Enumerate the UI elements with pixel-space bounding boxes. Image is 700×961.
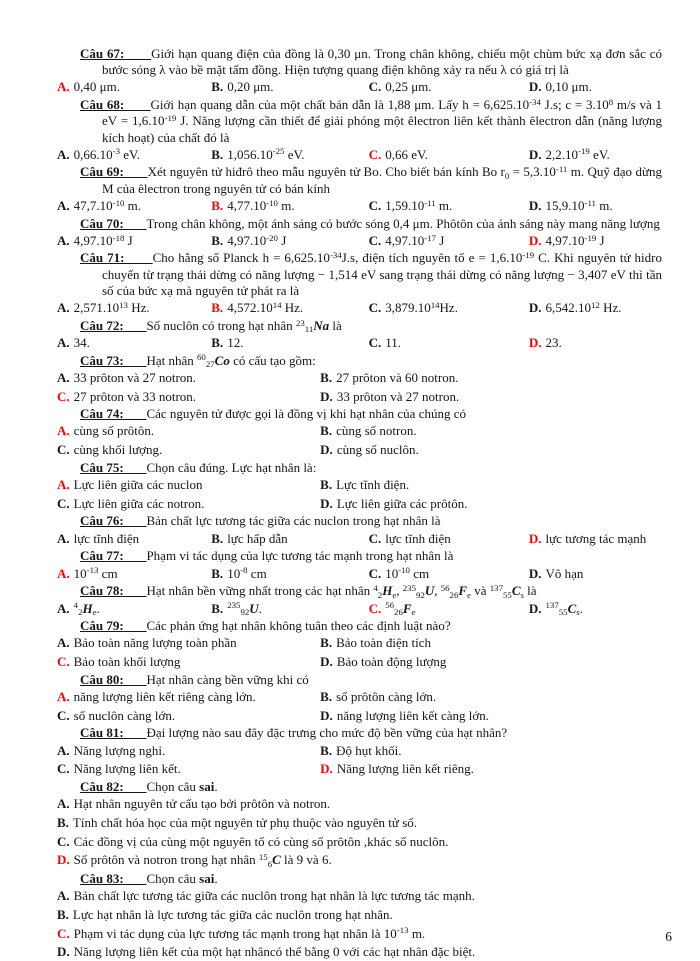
question-text: Giới hạn quang dẫn của một chất bán dẫn là 1,88 μm. Lấy $h = 6,625.10^{-34}$ J.s; $c = 3.10^8$ m/s và 1 eV = $1,6.10^{-19}$ J. Năng lượng cần thiết để giải phóng một êlectron liên kết thành êlectron dẫn (năng lượng kích hoạt) của chất đó là bbox=[102, 96, 662, 145]
question-text: Giới hạn quang điện của đồng là 0,30 μn. Trong chân không, chiếu một chùm bức xạ đơn sắc có bước sóng λ vào bề mặt tấm đồng. Hiện tượng quang điện không xảy ra nếu λ có giá trị là bbox=[102, 46, 662, 78]
question-text: Các nguyên tử được gọi là đồng vị khi hạt nhân của chúng có bbox=[146, 406, 466, 422]
option-text: $^{137}_{55}C_s$. bbox=[545, 600, 583, 617]
option-A bbox=[57, 147, 211, 163]
option-text: $^{235}_{92}$U. bbox=[227, 600, 262, 617]
question-block bbox=[57, 548, 662, 581]
option-letter: B. bbox=[211, 300, 224, 316]
option-letter: D. bbox=[528, 334, 542, 350]
option-text: $47,7.10^{-10}$ m. bbox=[73, 197, 142, 213]
option-A bbox=[57, 370, 320, 386]
question-label: Câu 67: bbox=[80, 46, 125, 61]
option-letter: B. bbox=[320, 423, 333, 439]
option-letter: B. bbox=[211, 79, 224, 95]
option-C bbox=[57, 389, 320, 405]
question-block bbox=[57, 46, 662, 96]
option-letter: C. bbox=[368, 530, 382, 546]
option-letter: B. bbox=[211, 600, 224, 616]
option-text: $4,97.10^{-18}$ J bbox=[73, 232, 133, 248]
question-text: Đại lượng nào sau đây đặc trưng cho mức độ bền vững của hạt nhân? bbox=[146, 725, 508, 741]
option-letter: A. bbox=[57, 300, 70, 316]
question-block bbox=[57, 779, 662, 869]
option-C bbox=[369, 335, 529, 351]
option-letter: A. bbox=[57, 369, 70, 385]
question-block bbox=[57, 583, 662, 616]
options-grid bbox=[57, 743, 662, 778]
question-paragraph bbox=[80, 672, 662, 688]
question-label: Câu 77: bbox=[80, 548, 124, 564]
option-text: cùng số nuclôn. bbox=[336, 442, 419, 458]
question-label: Câu 80: bbox=[80, 671, 124, 687]
option-D bbox=[320, 761, 662, 777]
option-text: 33 prôton và 27 notron. bbox=[336, 388, 460, 404]
option-letter: C. bbox=[368, 197, 382, 213]
option-D bbox=[529, 233, 662, 249]
option-text: Bản chất lực tương tác giữa các nuclôn trong hạt nhân là lực tương tác mạnh. bbox=[73, 888, 475, 904]
option-text: 12. bbox=[227, 334, 244, 350]
question-paragraph bbox=[80, 164, 662, 196]
option-text: 6,542.10$^{12}$ Hz. bbox=[545, 299, 622, 316]
option-text: Phạm vi tác dụng của lực tương tác mạnh trong hạt nhân là $10^{-13}$ m. bbox=[73, 925, 426, 941]
option-text: Bảo toàn năng lượng toàn phần bbox=[73, 635, 237, 651]
option-C bbox=[57, 761, 320, 777]
option-letter: A. bbox=[57, 565, 70, 581]
option-text: 27 prôton và 33 notron. bbox=[73, 388, 197, 404]
option-text: Bảo toàn khối lượng bbox=[73, 654, 181, 670]
option-text: Lực hạt nhân là lực tương tác giữa các nuclôn trong hạt nhân. bbox=[72, 906, 393, 922]
question-paragraph bbox=[80, 460, 662, 476]
question-block bbox=[57, 460, 662, 512]
question-list bbox=[57, 46, 662, 961]
option-text: Các đồng vị của cùng một nguyên tố có cùng số prôtôn ,khác số nuclôn. bbox=[73, 833, 449, 849]
question-text: Phạm vi tác dụng của lực tương tác mạnh trong hạt nhân là bbox=[146, 548, 454, 564]
option-C bbox=[369, 531, 529, 547]
question-label: Câu 71: bbox=[80, 250, 125, 266]
question-label: Câu 68: bbox=[80, 97, 125, 113]
option-text: cùng số notron. bbox=[336, 423, 417, 439]
option-A bbox=[57, 423, 320, 439]
option-letter: D. bbox=[528, 79, 542, 95]
question-label: Câu 69: bbox=[80, 164, 124, 180]
options-grid bbox=[57, 477, 662, 512]
option-text: 0,20 μm. bbox=[227, 79, 274, 95]
option-text: 34. bbox=[73, 334, 90, 350]
option-text: 0,25 μm. bbox=[385, 79, 432, 95]
question-paragraph bbox=[80, 250, 662, 299]
option-text: $4,97.10^{-17}$ J bbox=[385, 232, 445, 248]
options-grid bbox=[57, 233, 662, 249]
option-text: Năng lượng liên kết riêng. bbox=[336, 761, 474, 777]
option-text: $10^{-10}$ cm bbox=[385, 565, 430, 581]
option-D bbox=[320, 708, 662, 724]
question-text: Chọn câu sai. bbox=[146, 779, 218, 795]
option-B bbox=[211, 300, 368, 316]
option-D bbox=[320, 442, 662, 458]
option-letter: C. bbox=[368, 146, 382, 162]
option-text: Vô hạn bbox=[545, 565, 584, 581]
option-C bbox=[369, 79, 529, 95]
option-text: $4,77.10^{-10}$ m. bbox=[227, 197, 295, 213]
option-letter: D. bbox=[528, 565, 542, 581]
question-paragraph bbox=[80, 548, 662, 564]
question-paragraph bbox=[80, 318, 662, 334]
option-text: Lực liên giữa các nuclon bbox=[73, 477, 203, 493]
option-letter: B. bbox=[320, 477, 333, 493]
option-letter: B. bbox=[320, 635, 333, 651]
option-text: Lực liên giữa các notron. bbox=[73, 495, 205, 511]
option-text: 3,879.10$^{14}$Hz. bbox=[385, 299, 458, 316]
option-letter: B. bbox=[57, 814, 69, 830]
option-letter: C. bbox=[57, 388, 70, 404]
question-block bbox=[57, 318, 662, 351]
option-letter: C. bbox=[57, 707, 70, 723]
options-grid bbox=[57, 566, 662, 582]
option-text: $1,056.10^{-25}$ eV. bbox=[227, 146, 305, 162]
option-D bbox=[57, 852, 662, 868]
question-text: Số nuclôn có trong hạt nhân $^{23}_{11}$Na là bbox=[146, 317, 342, 335]
option-text: Năng lượng liên kết. bbox=[73, 761, 181, 777]
option-text: $4,97.10^{-20}$ J bbox=[227, 232, 287, 248]
option-letter: B. bbox=[211, 197, 224, 213]
option-letter: D. bbox=[320, 654, 333, 670]
question-text: Chọn câu sai. bbox=[146, 871, 218, 887]
option-text: số prôtôn càng lớn. bbox=[336, 689, 437, 705]
question-block bbox=[57, 216, 662, 249]
option-letter: C. bbox=[368, 334, 382, 350]
option-text: Năng lượng nghỉ. bbox=[73, 742, 166, 758]
question-label: Câu 70: bbox=[80, 215, 124, 231]
option-letter: C. bbox=[368, 600, 382, 616]
option-C bbox=[57, 926, 662, 942]
option-A bbox=[57, 531, 211, 547]
option-letter: A. bbox=[57, 197, 70, 213]
question-label: Câu 74: bbox=[80, 406, 124, 422]
question-paragraph bbox=[80, 406, 662, 422]
option-letter: B. bbox=[211, 530, 224, 546]
option-letter: B. bbox=[211, 146, 224, 162]
options-grid bbox=[57, 601, 662, 617]
question-block bbox=[57, 406, 662, 458]
options-grid bbox=[57, 300, 662, 316]
option-A bbox=[57, 335, 211, 351]
option-letter: D. bbox=[320, 442, 333, 458]
question-paragraph bbox=[80, 871, 662, 887]
option-text: Lực tĩnh điện. bbox=[336, 477, 410, 493]
option-text: $10^{-13}$ cm bbox=[73, 565, 118, 581]
option-letter: B. bbox=[57, 906, 69, 922]
option-A bbox=[57, 888, 662, 904]
option-C bbox=[57, 442, 320, 458]
option-letter: A. bbox=[57, 79, 70, 95]
option-text: $15,9.10^{-11}$ m. bbox=[545, 197, 613, 213]
option-text: 11. bbox=[385, 334, 401, 350]
option-A bbox=[57, 796, 662, 812]
option-text: 4,572.10$^{14}$ Hz. bbox=[227, 299, 304, 316]
option-B bbox=[320, 370, 662, 386]
option-B bbox=[320, 635, 662, 651]
question-block bbox=[57, 353, 662, 405]
option-A bbox=[57, 300, 211, 316]
question-block bbox=[57, 513, 662, 546]
option-D bbox=[529, 531, 662, 547]
question-text: Các phản ứng hạt nhân không tuân theo các định luật nào? bbox=[146, 618, 451, 634]
option-letter: D. bbox=[528, 146, 542, 162]
option-text: Bảo toàn điện tích bbox=[336, 635, 432, 651]
question-block bbox=[57, 618, 662, 670]
question-block bbox=[57, 250, 662, 316]
option-C bbox=[369, 601, 529, 617]
option-B bbox=[211, 601, 368, 617]
question-label: Câu 79: bbox=[80, 618, 124, 634]
option-C bbox=[369, 566, 529, 582]
option-letter: C. bbox=[57, 654, 70, 670]
option-letter: B. bbox=[320, 369, 333, 385]
option-letter: C. bbox=[57, 442, 70, 458]
options-grid bbox=[57, 635, 662, 670]
question-paragraph bbox=[80, 583, 662, 599]
option-text: lực tĩnh điện bbox=[73, 530, 140, 546]
option-A bbox=[57, 635, 320, 651]
question-label: Câu 82: bbox=[80, 779, 124, 795]
option-text: cùng số prôtôn. bbox=[73, 423, 155, 439]
question-paragraph bbox=[80, 779, 662, 795]
option-text: Bảo toàn động lượng bbox=[336, 654, 447, 670]
option-letter: B. bbox=[211, 232, 224, 248]
option-letter: D. bbox=[528, 197, 542, 213]
option-A bbox=[57, 198, 211, 214]
question-text: Trong chân không, một ánh sáng có bước sóng 0,4 μm. Phôtôn của ánh sáng này mang năng lượng bbox=[146, 215, 660, 231]
option-letter: D. bbox=[320, 495, 333, 511]
option-D bbox=[320, 389, 662, 405]
question-paragraph bbox=[80, 97, 662, 146]
option-text: $^{56}_{26}F_e$ bbox=[385, 600, 416, 617]
options-grid bbox=[57, 370, 662, 405]
option-letter: D. bbox=[528, 600, 542, 616]
option-B bbox=[211, 147, 368, 163]
question-label: Câu 75: bbox=[80, 459, 124, 475]
option-text: 2,571.10$^{13}$ Hz. bbox=[73, 299, 150, 316]
option-B bbox=[211, 233, 368, 249]
option-text: lực tĩnh điện bbox=[385, 530, 451, 546]
options-grid bbox=[57, 335, 662, 351]
option-text: 0,10 μm. bbox=[545, 79, 592, 95]
option-B bbox=[211, 335, 368, 351]
option-text: 0,40 μm. bbox=[73, 79, 120, 95]
question-paragraph bbox=[80, 618, 662, 634]
option-D bbox=[529, 335, 662, 351]
option-C bbox=[57, 708, 320, 724]
options-grid bbox=[57, 888, 662, 960]
option-C bbox=[369, 300, 529, 316]
option-text: Tính chất hóa học của một nguyên tử phụ thuộc vào nguyên tử số. bbox=[72, 814, 417, 830]
option-letter: A. bbox=[57, 232, 70, 248]
question-paragraph bbox=[80, 513, 662, 529]
question-block bbox=[57, 97, 662, 163]
option-letter: A. bbox=[57, 530, 70, 546]
option-D bbox=[529, 601, 662, 617]
option-D bbox=[529, 566, 662, 582]
question-paragraph bbox=[80, 216, 662, 232]
option-letter: C. bbox=[368, 79, 382, 95]
option-B bbox=[57, 815, 662, 831]
option-B bbox=[211, 531, 368, 547]
option-D bbox=[320, 654, 662, 670]
option-letter: D. bbox=[57, 852, 70, 868]
question-paragraph bbox=[80, 353, 662, 369]
option-letter: A. bbox=[57, 635, 70, 651]
option-D bbox=[529, 300, 662, 316]
option-text: lực hấp dẫn bbox=[227, 530, 288, 546]
option-text: năng lượng liên kết riêng càng lớn. bbox=[73, 689, 256, 705]
option-D bbox=[57, 944, 662, 960]
option-text: cùng khối lượng. bbox=[73, 442, 163, 458]
option-text: lực tương tác mạnh bbox=[545, 530, 647, 546]
question-text: Hạt nhân càng bền vững khi có bbox=[146, 671, 309, 687]
option-text: Độ hụt khối. bbox=[336, 742, 402, 758]
option-text: $10^{-8}$ cm bbox=[227, 565, 267, 581]
option-letter: A. bbox=[57, 334, 70, 350]
question-label: Câu 73: bbox=[80, 352, 124, 368]
option-letter: B. bbox=[320, 742, 333, 758]
question-label: Câu 72: bbox=[80, 317, 124, 333]
option-A bbox=[57, 689, 320, 705]
question-label: Câu 76: bbox=[80, 513, 124, 529]
options-grid bbox=[57, 689, 662, 724]
options-grid bbox=[57, 423, 662, 458]
options-grid bbox=[57, 147, 662, 163]
option-letter: B. bbox=[211, 334, 224, 350]
option-letter: A. bbox=[57, 689, 70, 705]
option-text: 27 prôton và 60 notron. bbox=[336, 369, 459, 385]
question-text: Cho hằng số Planck $h = 6,625.10^{-34}J.s$, điện tích nguyên tố $e = 1,6.10^{-19}$ C. Khi nguyên tử hidro chuyển từ trạng thái dừng có năng lượng − 1,514 eV sang trạng thái dừng có năng lượng − 3,407 eV thì tần số của bức xạ mà nguyên tử phát ra là bbox=[102, 250, 662, 298]
question-text: Hạt nhân bền vững nhất trong các hạt nhân $^4_2H_e$, $^{235}_{92}$U, $^{56}_{26}F_e$ và $^{137}_{55}C_s$ là bbox=[146, 583, 537, 600]
question-block bbox=[57, 871, 662, 961]
option-text: $2,2.10^{-19}$ eV. bbox=[545, 146, 610, 162]
option-letter: A. bbox=[57, 796, 70, 812]
question-block bbox=[57, 672, 662, 724]
option-text: năng lượng liên kết càng lớn. bbox=[336, 707, 490, 723]
option-C bbox=[369, 147, 529, 163]
option-letter: C. bbox=[57, 495, 70, 511]
question-label: Câu 81: bbox=[80, 725, 124, 741]
option-letter: D. bbox=[528, 232, 542, 248]
option-letter: D. bbox=[320, 388, 333, 404]
question-text: Hạt nhân $^{60}_{27}$Co có cấu tạo gồm: bbox=[146, 352, 316, 370]
option-letter: B. bbox=[211, 565, 224, 581]
question-text: Bản chất lực tương tác giữa các nuclon trong hạt nhân là bbox=[146, 513, 441, 529]
option-letter: D. bbox=[320, 707, 333, 723]
option-letter: D. bbox=[528, 530, 542, 546]
option-text: 0,66 eV. bbox=[385, 146, 428, 162]
option-letter: B. bbox=[320, 689, 333, 705]
option-D bbox=[529, 79, 662, 95]
option-text: Năng lượng liên kết của một hạt nhâncó thể bằng 0 với các hạt nhân đặc biệt. bbox=[73, 944, 476, 960]
option-letter: D. bbox=[57, 944, 70, 960]
option-C bbox=[369, 233, 529, 249]
option-letter: A. bbox=[57, 146, 70, 162]
option-letter: A. bbox=[57, 600, 70, 616]
option-text: 23. bbox=[545, 334, 562, 350]
option-letter: C. bbox=[57, 925, 70, 941]
option-B bbox=[320, 423, 662, 439]
option-B bbox=[211, 566, 368, 582]
option-letter: C. bbox=[57, 761, 70, 777]
option-text: Lực liên giữa các prôtôn. bbox=[336, 495, 468, 511]
option-D bbox=[320, 496, 662, 512]
option-text: $^4_2H_e$. bbox=[73, 600, 100, 617]
option-letter: C. bbox=[368, 300, 382, 316]
question-paragraph bbox=[80, 46, 662, 78]
option-letter: C. bbox=[57, 833, 70, 849]
question-block bbox=[57, 725, 662, 777]
option-B bbox=[320, 689, 662, 705]
option-letter: C. bbox=[368, 232, 382, 248]
question-text: Xét nguyên tử hiđrô theo mẫu nguyên tử Bo. Cho biết bán kính Bo $r_0 = 5,3.10^{-11}$ m. Quỹ đạo dừng M của êlectron trong nguyên tử có bán kính bbox=[102, 164, 662, 196]
page-number: 6 bbox=[665, 928, 672, 944]
option-A bbox=[57, 233, 211, 249]
options-grid bbox=[57, 531, 662, 547]
option-C bbox=[57, 496, 320, 512]
option-A bbox=[57, 601, 211, 617]
option-A bbox=[57, 743, 320, 759]
option-text: Hạt nhân nguyên tử cấu tạo bởi prôtôn và notron. bbox=[73, 796, 331, 812]
option-text: số nuclôn càng lớn. bbox=[73, 707, 176, 723]
option-A bbox=[57, 566, 211, 582]
option-D bbox=[529, 198, 662, 214]
option-text: $0,66.10^{-3}$ eV. bbox=[73, 146, 140, 162]
option-letter: C. bbox=[368, 565, 382, 581]
option-text: Số prôtôn và notron trong hạt nhân $^{15}_6$C là 9 và 6. bbox=[73, 852, 332, 869]
option-letter: D. bbox=[528, 300, 542, 316]
option-A bbox=[57, 79, 211, 95]
option-A bbox=[57, 477, 320, 493]
option-text: $1,59.10^{-11}$ m. bbox=[385, 197, 453, 213]
question-block bbox=[57, 164, 662, 214]
option-text: $4,97.10^{-19}$ J bbox=[545, 232, 605, 248]
option-B bbox=[320, 743, 662, 759]
option-D bbox=[529, 147, 662, 163]
option-letter: A. bbox=[57, 742, 70, 758]
question-paragraph bbox=[80, 725, 662, 741]
options-grid bbox=[57, 198, 662, 214]
option-letter: A. bbox=[57, 477, 70, 493]
option-B bbox=[320, 477, 662, 493]
option-letter: A. bbox=[57, 423, 70, 439]
option-letter: D. bbox=[320, 761, 333, 777]
option-letter: A. bbox=[57, 888, 70, 904]
option-B bbox=[211, 198, 368, 214]
options-grid bbox=[57, 796, 662, 868]
option-C bbox=[57, 834, 662, 850]
option-C bbox=[369, 198, 529, 214]
question-label: Câu 83: bbox=[80, 871, 124, 887]
option-text: 33 prôton và 27 notron. bbox=[73, 369, 197, 385]
option-B bbox=[211, 79, 368, 95]
question-label: Câu 78: bbox=[80, 583, 124, 599]
options-grid bbox=[57, 79, 662, 95]
option-B bbox=[57, 907, 662, 923]
question-text: Chọn câu đúng. Lực hạt nhân là: bbox=[146, 459, 317, 475]
option-C bbox=[57, 654, 320, 670]
